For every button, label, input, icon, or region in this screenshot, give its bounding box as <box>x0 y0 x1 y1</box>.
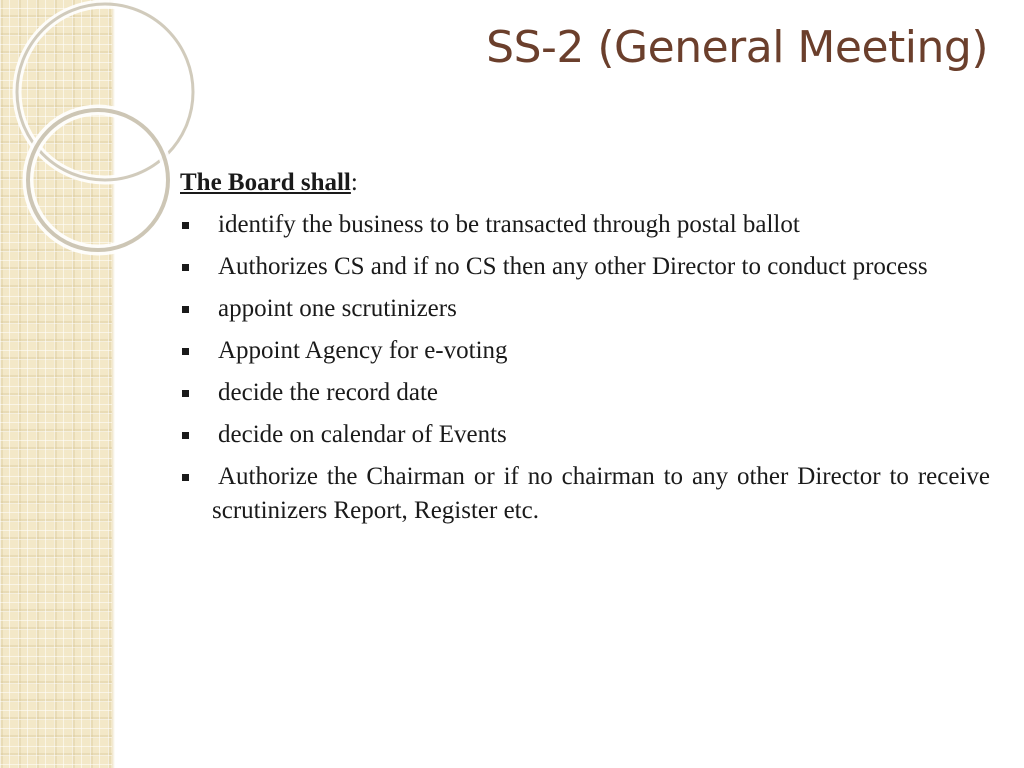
section-heading-text: The Board shall <box>180 169 351 196</box>
bullet-list <box>180 208 990 528</box>
section-heading-suffix: : <box>350 169 358 196</box>
list-item-text: decide on calendar of Events <box>218 421 507 448</box>
list-item-text: identify the business to be transacted through postal ballot <box>218 211 800 238</box>
list-item <box>180 334 990 368</box>
list-item <box>180 418 990 452</box>
list-item <box>180 292 990 326</box>
list-item-text: appoint one scrutinizers <box>218 295 457 322</box>
square-bullet-icon <box>182 390 189 397</box>
slide-content <box>180 166 990 536</box>
ring-decoration-icon <box>0 0 200 300</box>
square-bullet-icon <box>182 348 189 355</box>
list-item <box>180 376 990 410</box>
square-bullet-icon <box>182 474 189 481</box>
list-item-text: decide the record date <box>218 379 439 406</box>
square-bullet-icon <box>182 222 189 229</box>
square-bullet-icon <box>182 264 189 271</box>
list-item-text: Appoint Agency for e-voting <box>218 337 508 364</box>
list-item-text: Authorize the Chairman or if no chairman to any other Director to receive scrutinizers Report, Register etc. <box>212 463 990 524</box>
slide-title: SS-2 (General Meeting) <box>486 22 988 73</box>
square-bullet-icon <box>182 432 189 439</box>
list-item <box>180 208 990 242</box>
list-item <box>180 250 990 284</box>
list-item <box>180 460 990 528</box>
list-item-text: Authorizes CS and if no CS then any other Director to conduct process <box>218 253 928 280</box>
section-heading <box>180 166 990 200</box>
square-bullet-icon <box>182 306 189 313</box>
